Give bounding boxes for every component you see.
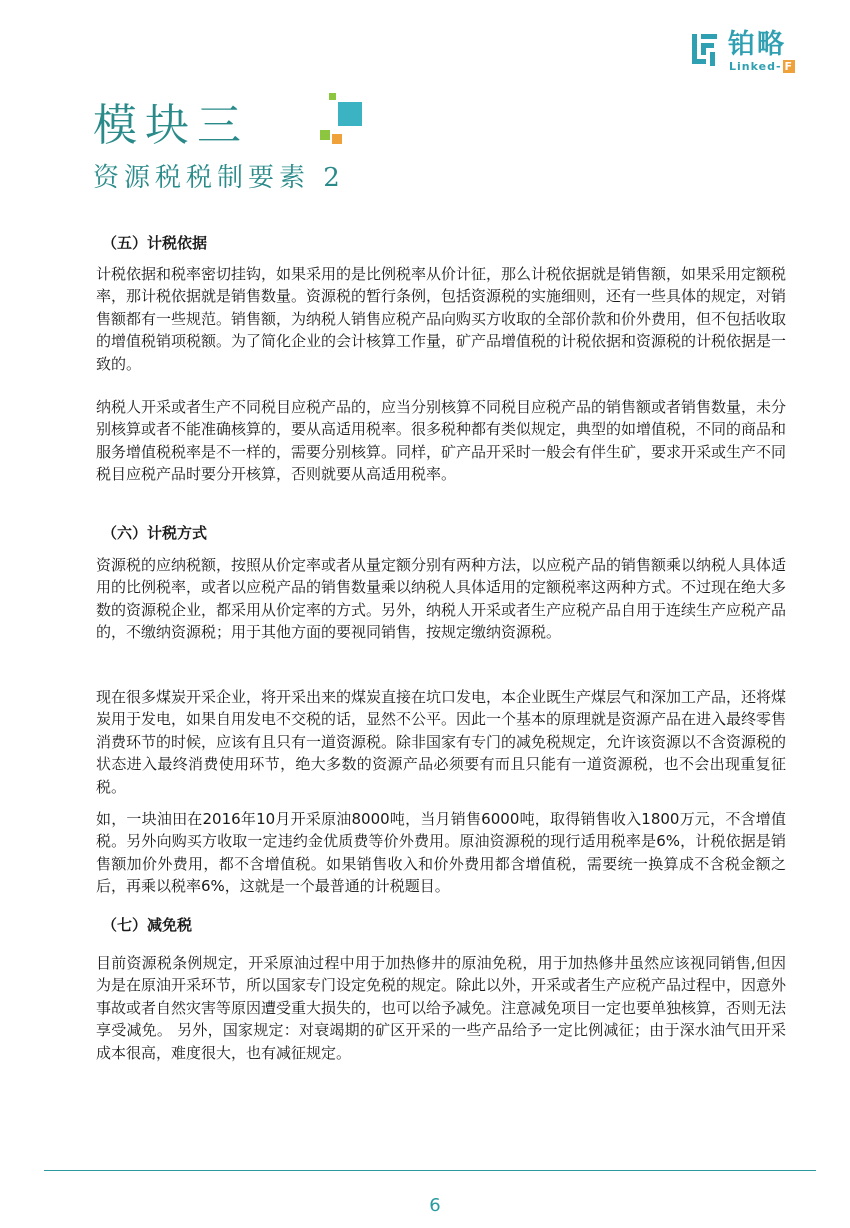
section-heading-basis: （五）计税依据 xyxy=(102,234,208,252)
paragraph: 目前资源税条例规定，开采原油过程中用于加热修井的原油免税，用于加热修井虽然应该视同销售,但因为是在原油开采环节，所以国家专门设定免税的规定。除此以外，开采或者生产应税产品过程中，因意外事故或者自然灾害等原因遭受重大损失的，也可以给予减免。注意减免项目一定也要单独核算，否则无法享受减免。 另外，国家规定：对衰竭期的矿区开采的一些产品给予一定比例减征；由于深水油气田开采成本很高，难度很大，也有减征规定。 xyxy=(96,954,787,1062)
paragraph: 资源税的应纳税额，按照从价定率或者从量定额分别有两种方法，以应税产品的销售额乘以纳税人具体适用的比例税率，或者以应税产品的销售数量乘以纳税人具体适用的定额税率这两种方式。不过现在绝大多数的资源税企业，都采用从价定率的方式。另外，纳税人开采或者生产应税产品自用于连续生产应税产品的，不缴纳资源税；用于其他方面的要视同销售，按规定缴纳资源税。 xyxy=(96,556,787,642)
section-heading-relief: （七）减免税 xyxy=(102,916,193,934)
paragraph: 现在很多煤炭开采企业，将开采出来的煤炭直接在坑口发电，本企业既生产煤层气和深加工产品，还将煤炭用于发电，如果自用发电不交税的话，显然不公平。因此一个基本的原理就是资源产品在进入最终零售消费环节的时候，应该有且只有一道资源税。除非国家有专门的减免税规定，允许该资源以不含资源税的状态进入最终消费使用环节，绝大多数的资源产品必须要有而且只能有一道资源税，也不会出现重复征税。 xyxy=(96,688,787,796)
page-number: 6 xyxy=(429,1195,441,1216)
brand-name-en xyxy=(729,60,795,73)
paragraph: 纳税人开采或者生产不同税目应税产品的，应当分别核算不同税目应税产品的销售额或者销售数量，未分别核算或者不能准确核算的，要从高适用税率。很多税种都有类似规定，典型的如增值税，不同的商品和服务增值税税率是不一样的，需要分别核算。同样，矿产品开采时一般会有伴生矿，要求开采或生产不同税目应税产品时要分开核算，否则就要从高适用税率。 xyxy=(96,398,787,484)
decor-square-orange xyxy=(332,134,342,144)
module-title: 模块三 xyxy=(93,100,249,151)
logo-mark-icon xyxy=(690,32,720,70)
brand-logo xyxy=(690,30,808,74)
paragraph: 如，一块油田在2016年10月开采原油8000吨，当月销售6000吨，取得销售收入1800万元，不含增值税。另外向购买方收取一定违约金优质费等价外费用。原油资源税的现行适用税率是6%，计税依据是销售额加价外费用，都不含增值税。如果销售收入和价外费用都含增值税，需要统一换算成不含税金额之后，再乘以税率6%，这就是一个最普通的计税题目。 xyxy=(96,810,786,896)
section-heading-method: （六）计税方式 xyxy=(102,524,208,542)
paragraph: 计税依据和税率密切挂钩，如果采用的是比例税率从价计征，那么计税依据就是销售额，如果采用定额税率，那计税依据就是销售数量。资源税的暂行条例，包括资源税的实施细则，还有一些具体的规定，对销售额都有一些规范。销售额，为纳税人销售应税产品向购买方收取的全部价款和价外费用，但不包括收取的增值税销项税额。为了简化企业的会计核算工作量，矿产品增值税的计税依据和资源税的计税依据是一致的。 xyxy=(96,265,787,373)
decor-square-green xyxy=(320,130,330,140)
footer-divider xyxy=(44,1170,816,1171)
decor-square-large-teal xyxy=(338,102,362,126)
brand-name-en-suffix: F xyxy=(784,60,794,73)
brand-name-en-text: Linked- xyxy=(729,60,782,73)
decor-square-small-green xyxy=(329,93,336,100)
module-subtitle: 资源税税制要素 2 xyxy=(93,163,345,193)
brand-name-cn: 铂略 xyxy=(728,29,786,60)
